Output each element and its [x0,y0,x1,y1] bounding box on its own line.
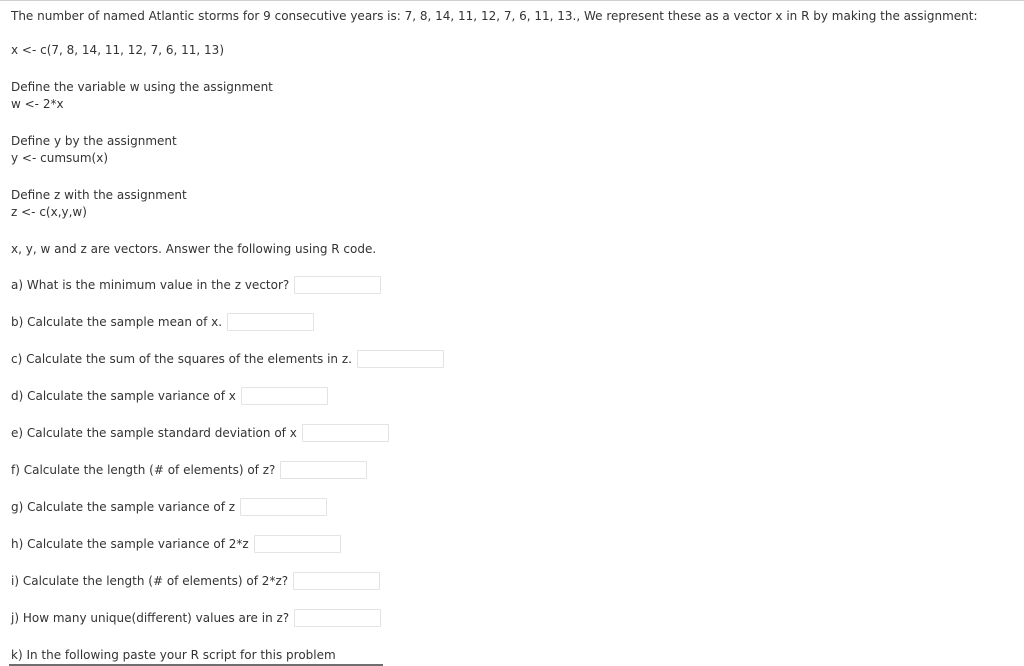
question-i-answer-input[interactable] [293,572,380,590]
question-a [11,275,381,295]
question-f-label: f) Calculate the length (# of elements) of z? [11,463,276,477]
question-g [11,497,327,517]
question-j-answer-input[interactable] [294,609,381,627]
question-a-label: a) What is the minimum value in the z vector? [11,278,290,292]
w-assignment-code: w <- 2*x [11,97,64,111]
question-e [11,423,389,443]
question-g-label: g) Calculate the sample variance of z [11,500,236,514]
question-d-answer-input[interactable] [241,387,328,405]
question-i-label: i) Calculate the length (# of elements) of 2*z? [11,574,289,588]
question-d-label: d) Calculate the sample variance of x [11,389,236,403]
w-definition-label: Define the variable w using the assignment [11,80,273,94]
question-b [11,312,314,332]
question-g-answer-input[interactable] [240,498,327,516]
question-e-label: e) Calculate the sample standard deviation of x [11,426,297,440]
question-h-answer-input[interactable] [254,535,341,553]
question-h [11,534,341,554]
question-d [11,386,328,406]
question-c-label: c) Calculate the sum of the squares of the elements in z. [11,352,352,366]
x-assignment-code: x <- c(7, 8, 14, 11, 12, 7, 6, 11, 13) [11,43,224,57]
question-i [11,571,380,591]
question-a-answer-input[interactable] [294,276,381,294]
instructions: x, y, w and z are vectors. Answer the following using R code. [11,242,377,256]
y-definition-label: Define y by the assignment [11,134,177,148]
question-j [11,608,381,628]
y-assignment-code: y <- cumsum(x) [11,151,109,165]
question-e-answer-input[interactable] [302,424,389,442]
page-top-border [0,0,1024,1]
z-assignment-code: z <- c(x,y,w) [11,205,87,219]
question-b-answer-input[interactable] [227,313,314,331]
question-f [11,460,367,480]
question-b-label: b) Calculate the sample mean of x. [11,315,223,329]
question-c-answer-input[interactable] [357,350,444,368]
z-definition-label: Define z with the assignment [11,188,187,202]
question-h-label: h) Calculate the sample variance of 2*z [11,537,249,551]
question-j-label: j) How many unique(different) values are in z? [11,611,290,625]
question-f-answer-input[interactable] [280,461,367,479]
question-k-label: k) In the following paste your R script for this problem [11,648,336,662]
problem-intro: The number of named Atlantic storms for 9 consecutive years is: 7, 8, 14, 11, 12, 7, 6, 11, 13., We represent these as a vector x in R by making the assignment: [11,9,978,23]
question-c [11,349,444,369]
